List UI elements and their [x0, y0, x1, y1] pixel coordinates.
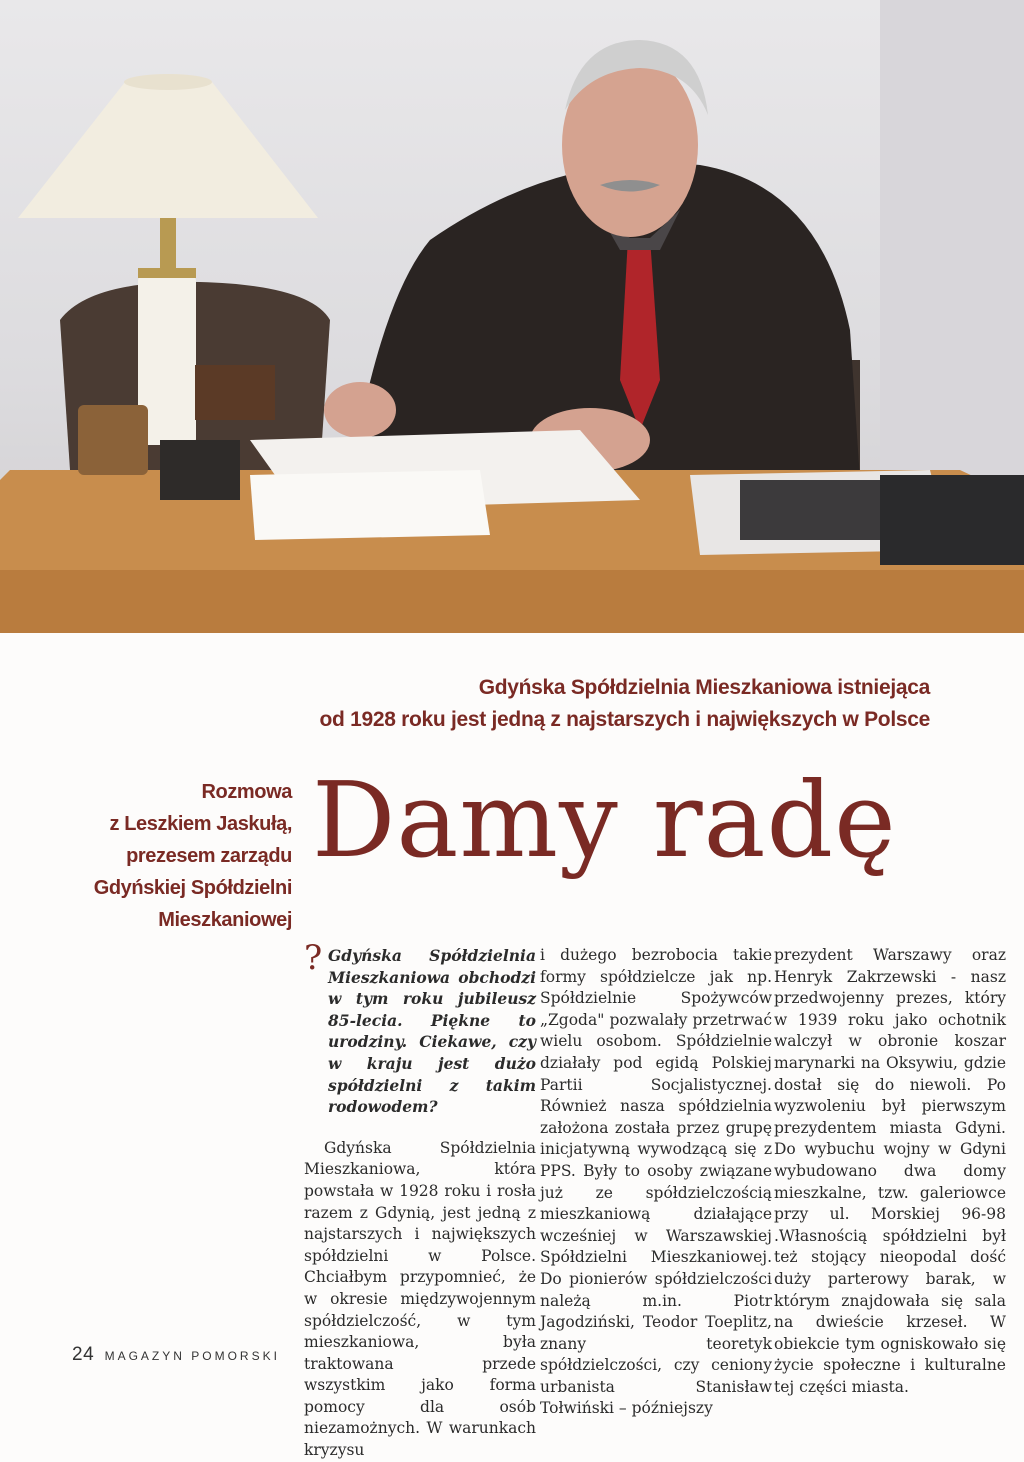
subtitle-line-5: Mieszkaniowej	[158, 909, 292, 931]
lead-text	[260, 672, 930, 736]
interview-question	[304, 938, 536, 1118]
header-photo	[0, 0, 1024, 633]
answer-text-col2: i dużego bezrobocia takie formy spółdzielcze jak np. Spółdzielnie Spożywców „Zgoda" pozwalały przetrwać wielu osobom. Spółdzielnie działały pod egidą Polskiej Partii Socjalistycznej. Również nasza spółdzielnia założona została przez grupę inicjatywną wywodzącą się z PPS. Były to osoby związane już ze spółdzielczością mieszkaniową działające wcześniej w Warszawskiej Spółdzielni Mieszkaniowej. Do pionierów spółdzielczości należą m.in. Piotr Jagodziński, Teodor Toeplitz, znany teoretyk spółdzielczości, czy ceniony urbanista Stanisław Tołwiński – późniejszy	[540, 946, 772, 1418]
article-subtitle	[60, 776, 292, 936]
text-column-1	[304, 938, 536, 1462]
page-footer	[72, 1344, 280, 1366]
question-mark: ?	[304, 938, 323, 978]
lead-line-1: Gdyńska Spółdzielnia Mieszkaniowa istniejąca	[478, 676, 930, 699]
article-title: Damy radę	[312, 759, 897, 881]
answer-text-col3: prezydent Warszawy oraz Henryk Zakrzewski - nasz przedwojenny prezes, który w 1939 roku jako ochotnik walczył w obronie koszar marynarki na Oksywiu, gdzie dostał się do niewoli. Po wyzwoleniu był pierwszym prezydentem miasta Gdyni. Do wybuchu wojny w Gdyni wybudowano dwa domy mieszkalne, tzw. galeriowce przy ul. Morskiej 96-98 .Własnością spółdzielni był też stojący nieopodal dość duży parterowy barak, w którym znajdowała się sala na dwieście krzeseł. W obiekcie tym ogniskowało się życie społeczne i kulturalne tej części miasta.	[774, 946, 1006, 1396]
subtitle-line-1: Rozmowa	[201, 781, 292, 803]
answer-text-col1: Gdyńska Spółdzielnia Mieszkaniowa, która powstała w 1928 roku i rosła razem z Gdynią, jest jedną z najstarszych i największych spółdzielni w Polsce. Chciałbym przypomnieć, że w okresie międzywojennym spółdzielczość, w tym mieszkaniowa, była traktowana przede wszystkim jako forma pomocy dla osób niezamożnych. W warunkach kryzysu	[304, 1138, 536, 1460]
text-column-3	[774, 945, 1006, 1398]
subtitle-line-4: Gdyńskiej Spółdzielni	[93, 877, 292, 899]
subtitle-line-2: z Leszkiem Jaskułą,	[109, 813, 292, 835]
magazine-name: MAGAZYN POMORSKI	[104, 1349, 280, 1363]
page-number: 24	[72, 1344, 95, 1365]
subtitle-line-3: prezesem zarządu	[126, 845, 292, 867]
question-text: Gdyńska Spółdzielnia Mieszkaniowa obchodzi w tym roku jubileusz 85-lecia. Piękne to urodziny. Ciekawe, czy w kraju jest dużo spółdzielni z takim rodowodem?	[328, 946, 536, 1117]
lead-line-2: od 1928 roku jest jedną z najstarszych i największych w Polsce	[319, 708, 930, 731]
text-column-2	[540, 945, 772, 1420]
office-photo-illustration	[0, 0, 1024, 633]
